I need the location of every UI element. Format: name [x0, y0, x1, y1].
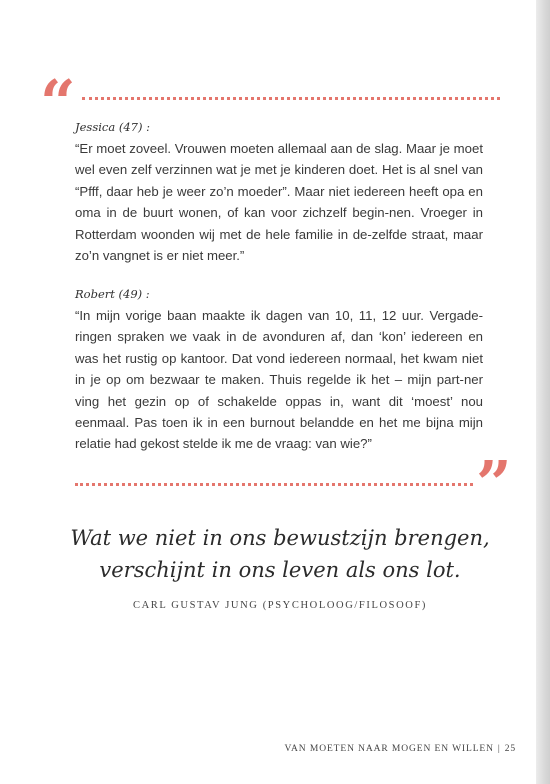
speaker-name: Robert (49) : — [75, 287, 150, 301]
text-line: ner ving het gezin op of schakelde oppas in, want dit ‘moest’ nou — [75, 372, 483, 409]
text-line: “Er moet zoveel. Vrouwen moeten allemaal aan de slag. Maar je — [75, 141, 450, 156]
testimonial-robert — [75, 285, 483, 455]
speaker-name: Jessica (47) : — [75, 120, 150, 134]
text-line: mijn relatie had gekost stelde ik me de vraag: van wie?” — [75, 415, 483, 452]
text-line: ringen spraken we vaak in de avonduren af, dan ‘kon’ iedereen en — [75, 329, 483, 345]
epigraph-line: Wat we niet in ons bewustzijn brengen, — [70, 526, 490, 550]
testimonial-text — [75, 138, 483, 266]
testimonial-text — [75, 305, 483, 455]
footer-separator: | — [497, 744, 501, 754]
page-footer — [285, 744, 516, 754]
text-line: heeft opa en oma in de buurt wonen, of kan voor zichzelf begin- — [75, 183, 483, 221]
page-edge — [536, 0, 550, 784]
running-title: VAN MOETEN NAAR MOGEN EN WILLEN — [284, 744, 494, 754]
close-quote-mark: ” — [476, 447, 512, 520]
open-quote-mark: “ — [40, 66, 76, 139]
text-line: niet in je op om bezwaar te maken. Thuis regelde ik het – mijn part- — [75, 350, 483, 388]
text-line: eenmaal. Pas toen ik in een burnout belandde en het me bijna — [75, 415, 454, 431]
text-line: “In mijn vorige baan maakte ik dagen van 10, 11, 12 uur. Vergade- — [75, 308, 483, 323]
dotted-rule-bottom — [75, 483, 473, 486]
testimonial-jessica — [75, 118, 483, 266]
text-line: zelfde straat, maar zo’n vangnet is er niet meer.” — [75, 226, 483, 264]
text-line: nen. Vroeger in Rotterdam woonden wij met de hele familie in de- — [75, 205, 483, 242]
text-line: was het rustig op kantoor. Dat vond iedereen normaal, het kwam — [75, 350, 458, 366]
dotted-rule-top — [82, 97, 500, 100]
epigraph — [40, 522, 520, 586]
text-line: snel van “Pfff, daar heb je weer zo’n moeder”. Maar niet iedereen — [75, 162, 483, 199]
epigraph-line: verschijnt in ons leven als ons lot. — [99, 558, 461, 582]
epigraph-attribution: CARL GUSTAV JUNG (PSYCHOLOOG/FILOSOOF) — [132, 600, 427, 611]
page-number: 25 — [504, 744, 516, 754]
text-line: moet wel even zelf verzinnen wat je met je kinderen doet. Het is al — [75, 141, 483, 178]
